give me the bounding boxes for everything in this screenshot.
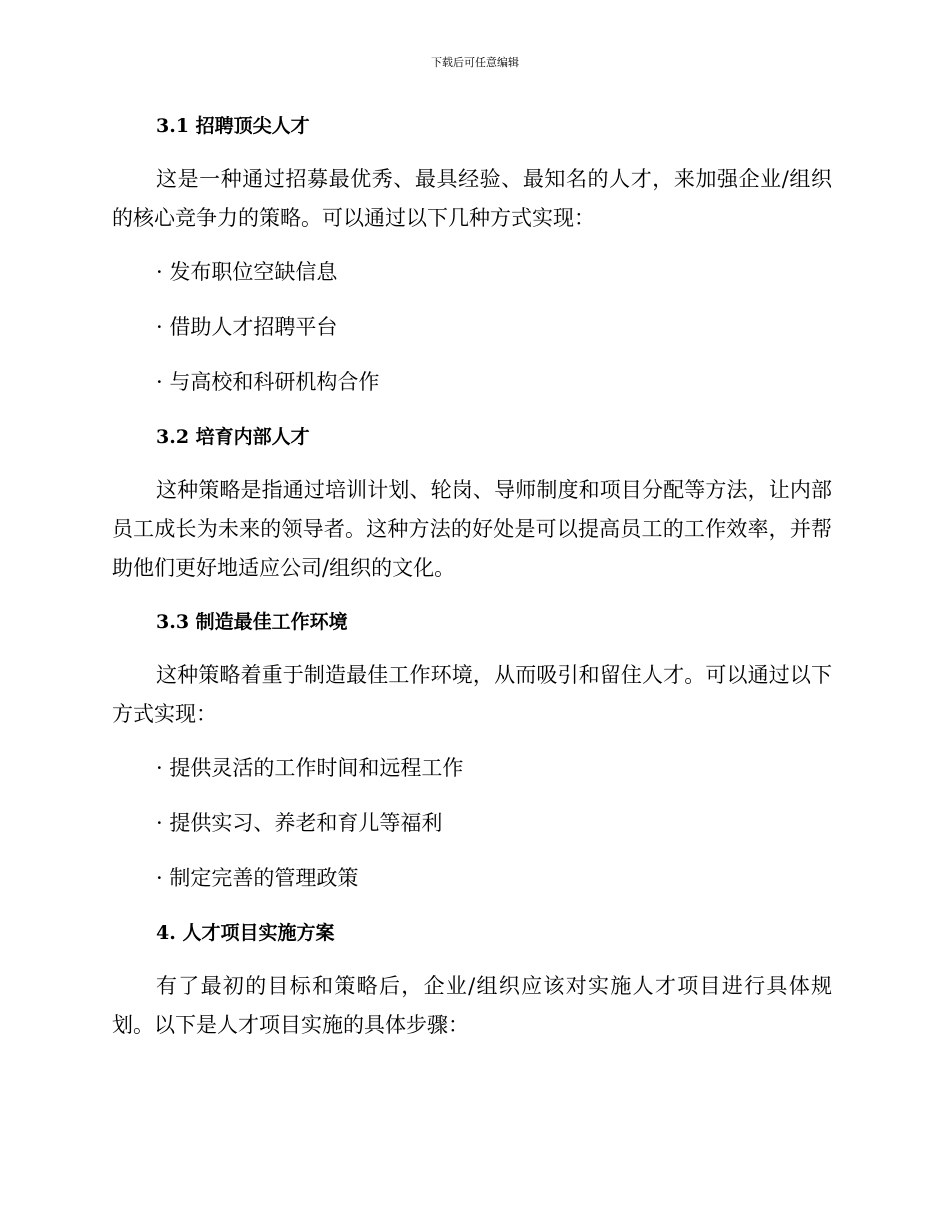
section-heading-4: 4. 人才项目实施方案 — [156, 922, 335, 944]
list-item: · 提供灵活的工作时间和远程工作 — [156, 756, 464, 780]
section-heading-3-2: 3.2 培育内部人才 — [156, 426, 310, 448]
page-header: 下载后可任意编辑 — [431, 56, 519, 69]
list-item: · 制定完善的管理政策 — [156, 866, 359, 890]
list-item: · 发布职位空缺信息 — [156, 260, 338, 284]
section-paragraph-3-3: 这种策略着重于制造最佳工作环境，从而吸引和留住人才。可以通过以下方式实现： — [112, 663, 832, 726]
list-item: · 提供实习、养老和育儿等福利 — [156, 811, 443, 835]
section-paragraph-3-1: 这是一种通过招募最优秀、最具经验、最知名的人才，来加强企业/组织的核心竞争力的策略。可以通过以下几种方式实现： — [112, 167, 832, 230]
list-item: · 借助人才招聘平台 — [156, 315, 338, 339]
section-heading-3-3: 3.3 制造最佳工作环境 — [156, 611, 348, 633]
section-paragraph-3-2: 这种策略是指通过培训计划、轮岗、导师制度和项目分配等方法，让内部员工成长为未来的领导者。这种方法的好处是可以提高员工的工作效率，并帮助他们更好地适应公司/组织的文化。 — [112, 478, 832, 580]
section-heading-3-1: 3.1 招聘顶尖人才 — [156, 115, 310, 137]
section-paragraph-4: 有了最初的目标和策略后，企业/组织应该对实施人才项目进行具体规划。以下是人才项目实施的具体步骤： — [112, 974, 832, 1037]
list-item: · 与高校和科研机构合作 — [156, 370, 380, 394]
document-body — [112, 108, 832, 1061]
